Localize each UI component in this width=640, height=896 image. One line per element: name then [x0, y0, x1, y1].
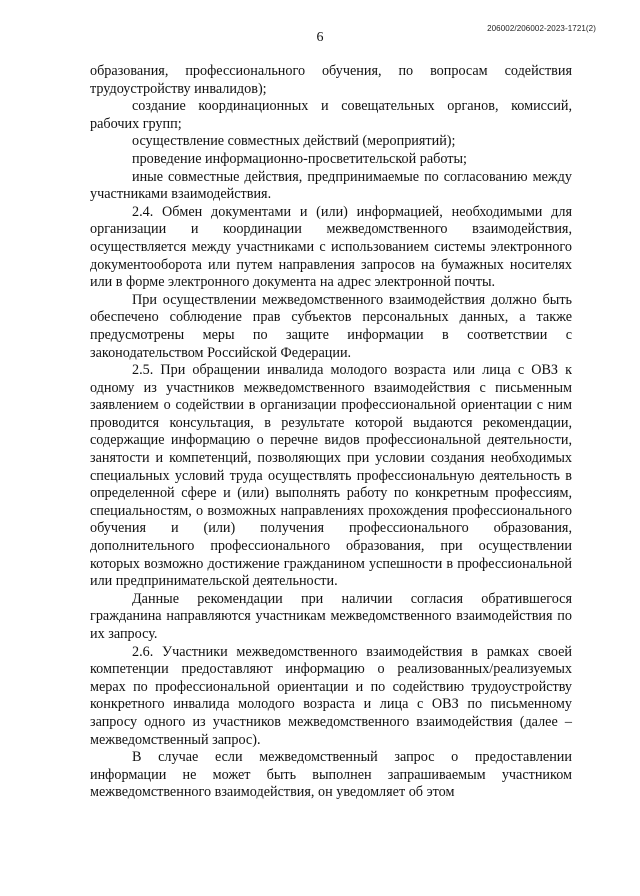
paragraph: При осуществлении межведомственного взаимодействия должно быть обеспечено соблюдение прав субъектов персональных данных, а также предусмотрены меры по защите информации в соответствии с законодательством Российской Федерации. — [90, 291, 572, 361]
paragraph: 2.4. Обмен документами и (или) информацией, необходимыми для организации и координации межведомственного взаимодействия, осуществляется между участниками с использованием системы электронного документооборота или путем направления запросов на бумажных носителях или в форме электронного документа на адрес электронной почты. — [90, 203, 572, 291]
document-body — [90, 63, 572, 802]
document-id: 206002/206002-2023-1721(2) — [487, 24, 596, 33]
page-number: 6 — [316, 30, 324, 45]
paragraph: осуществление совместных действий (мероприятий); — [132, 133, 456, 150]
paragraph: Данные рекомендации при наличии согласия обратившегося гражданина направляются участникам межведомственного взаимодействия по их запросу. — [90, 590, 572, 642]
paragraph: 2.5. При обращении инвалида молодого возраста или лица с ОВЗ к одному из участников межведомственного взаимодействия с письменным заявлением о содействии в организации профессиональной ориентации с ним проводится консультация, в результате которой выдаются рекомендации, содержащие информацию о перечне видов профессиональной деятельности, занятости и компетенций, позволяющих при условии создания необходимых специальных условий труда осуществлять профессиональную деятельность в определенной сфере и (или) выполнять работу по конкретным профессиям, специальностям, о возможных направлениях прохождения профессионального обучения и (или) получения профессионального образования, дополнительного профессионального образования, при осуществлении которых возможно достижение гражданином успешности в профессиональной или предпринимательской деятельности. — [90, 362, 572, 590]
paragraph: 2.6. Участники межведомственного взаимодействия в рамках своей компетенции предоставляют информацию о реализованных/реализуемых мерах по профессиональной ориентации и по содействию трудоустройству конкретного инвалида молодого возраста и лица с ОВЗ по письменному запросу одного из участников межведомственного взаимодействия (далее – межведомственный запрос). — [90, 643, 572, 748]
paragraph: В случае если межведомственный запрос о предоставлении информации не может быть выполнен запрашиваемым участником межведомственного взаимодействия, он уведомляет об этом — [90, 749, 572, 801]
paragraph: проведение информационно-просветительской работы; — [132, 150, 467, 167]
paragraph: иные совместные действия, предпринимаемые по согласованию между участниками взаимодействия. — [90, 168, 572, 203]
paragraph: образования, профессионального обучения, по вопросам содействия трудоустройству инвалидов); — [90, 63, 572, 97]
paragraph: создание координационных и совещательных органов, комиссий, рабочих групп; — [90, 98, 572, 132]
